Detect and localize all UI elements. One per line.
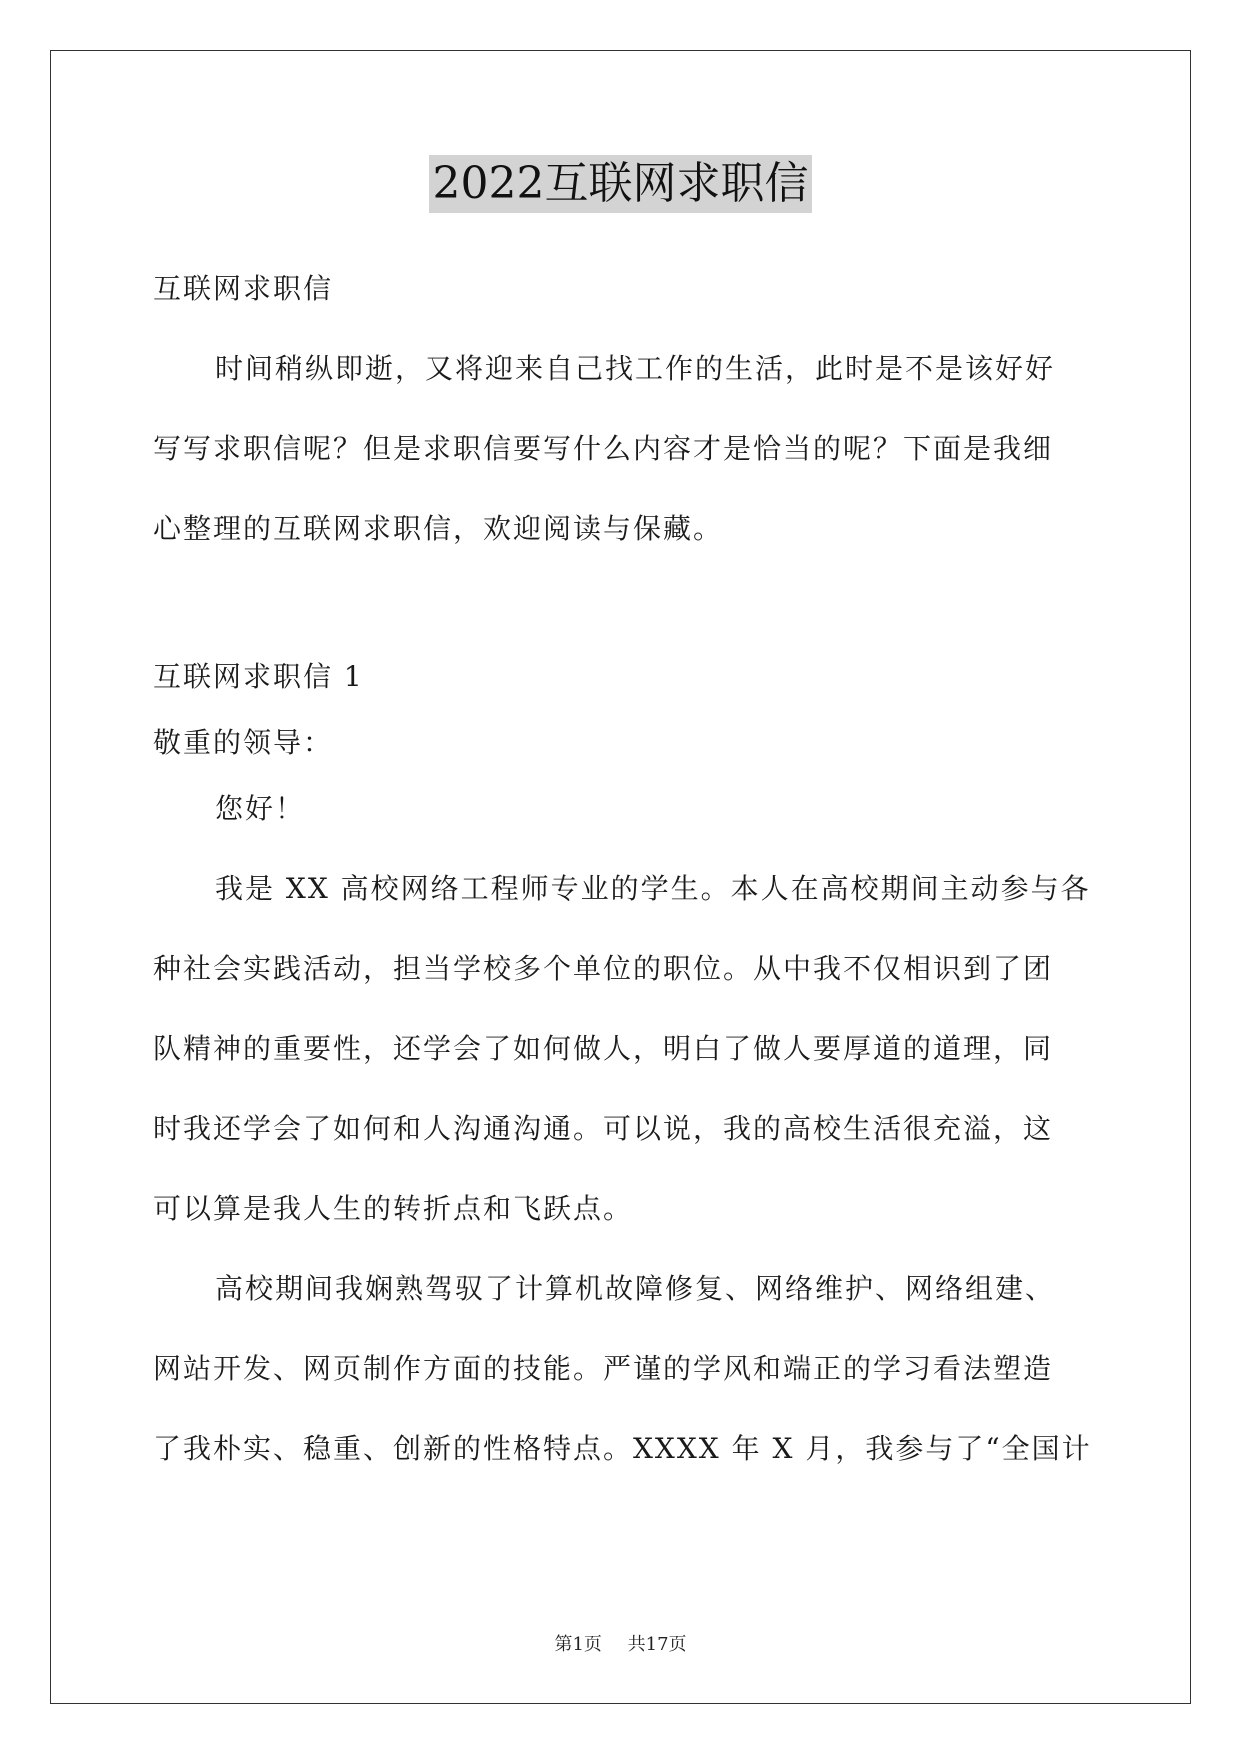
paragraph-line: 种社会实践活动，担当学校多个单位的职位。从中我不仅相识到了团	[153, 952, 1054, 985]
section-heading: 互联网求职信 1	[153, 660, 364, 693]
section-heading: 互联网求职信	[153, 272, 334, 305]
page-number: 第1页	[554, 1634, 602, 1655]
paragraph-line: 高校期间我娴熟驾驭了计算机故障修复、网络维护、网络组建、	[215, 1272, 1056, 1305]
title-container	[0, 155, 1241, 213]
paragraph-line: 心整理的互联网求职信，欢迎阅读与保藏。	[153, 512, 724, 545]
paragraph-line: 网站开发、网页制作方面的技能。严谨的学风和端正的学习看法塑造	[153, 1352, 1054, 1385]
greeting: 您好！	[215, 792, 306, 825]
paragraph-line: 了我朴实、稳重、创新的性格特点。XXXX 年 X 月，我参与了“全国计	[153, 1432, 1092, 1465]
paragraph-line: 队精神的重要性，还学会了如何做人，明白了做人要厚道的道理，同	[153, 1032, 1054, 1065]
paragraph-line: 时间稍纵即逝，又将迎来自己找工作的生活，此时是不是该好好	[215, 352, 1056, 385]
page-footer	[0, 1630, 1241, 1656]
paragraph-line: 可以算是我人生的转折点和飞跃点。	[153, 1192, 634, 1225]
paragraph-line: 我是 XX 高校网络工程师专业的学生。本人在高校期间主动参与各	[215, 872, 1091, 905]
document-title: 2022互联网求职信	[429, 155, 813, 213]
paragraph-line: 写写求职信呢？但是求职信要写什么内容才是恰当的呢？下面是我细	[153, 432, 1054, 465]
salutation: 敬重的领导：	[153, 726, 334, 759]
page-total: 共17页	[627, 1634, 687, 1655]
document-body	[153, 262, 1093, 1502]
paragraph-line: 时我还学会了如何和人沟通沟通。可以说，我的高校生活很充溢，这	[153, 1112, 1054, 1145]
